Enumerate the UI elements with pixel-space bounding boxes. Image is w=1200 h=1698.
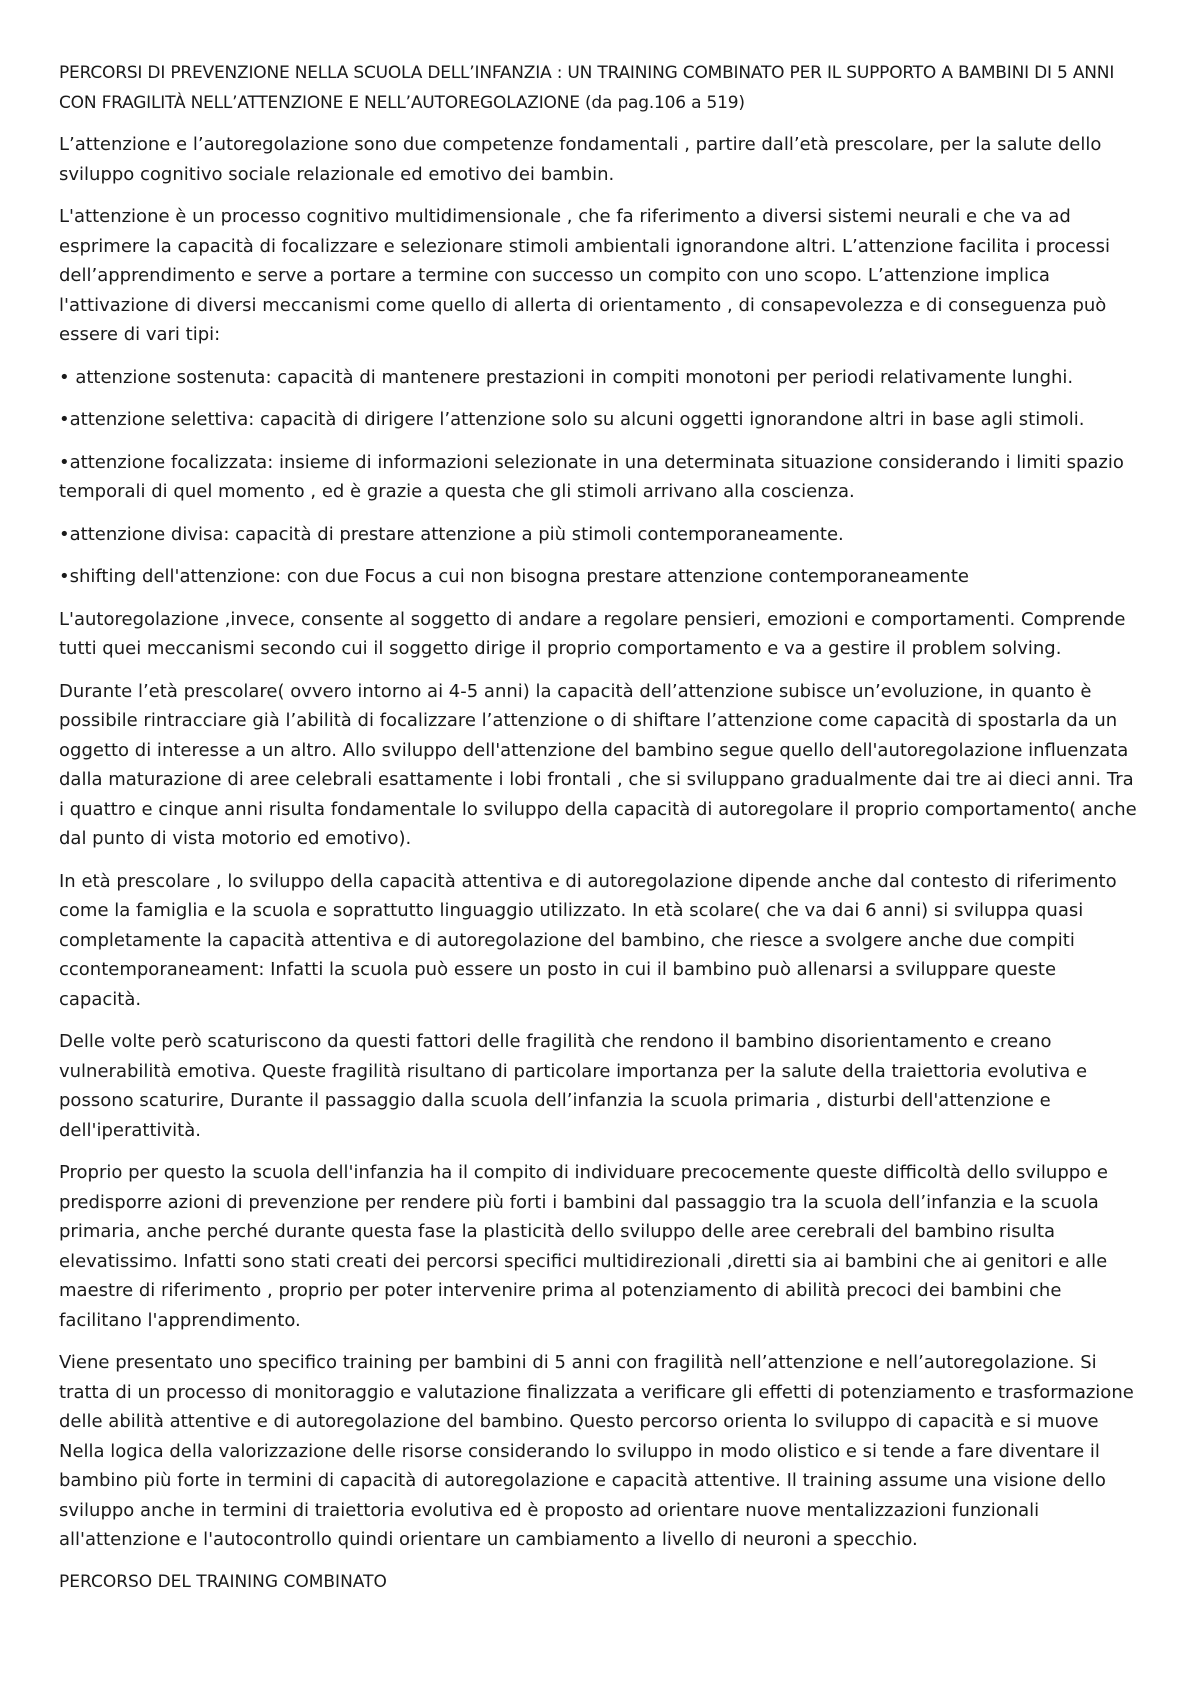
bullet-shifting-attenzione: •shifting dell'attenzione: con due Focus a cui non bisogna prestare attenzione contemporaneamente [59, 566, 969, 587]
paragraph-training: Viene presentato uno specifico training per bambini di 5 anni con fragilità nell’attenzione e nell’autoregolazione. Si tratta di un processo di monitoraggio e valutazione finalizzata a verificare gli effetti di potenziamento e trasformazione delle abilità attentive e di autoregolazione del bambino. Questo percorso orienta lo sviluppo di capacità e si muove Nella logica della valorizzazione delle risorse considerando lo sviluppo in modo olistico e si tende a fare diventare il bambino più forte in termini di capacità di autoregolazione e capacità attentive. Il training assume una visione dello sviluppo anche in termini di traiettoria evolutiva ed è proposto ad orientare nuove mentalizzazioni funzionali all'attenzione e l'autocontrollo quindi orientare un cambiamento a livello di neuroni a specchio. [59, 1352, 1134, 1550]
paragraph-contesto: In età prescolare , lo sviluppo della capacità attentiva e di autoregolazione dipende anche dal contesto di riferimento come la famiglia e la scuola e soprattutto linguaggio utilizzato. In età scolare( che va dai 6 anni) si sviluppa quasi completamente la capacità attentiva e di autoregolazione del bambino, che riesce a svolgere anche due compiti ccontemporaneament: Infatti la scuola può essere un posto in cui il bambino può allenarsi a sviluppare queste capacità. [59, 870, 1117, 1010]
section-heading: PERCORSO DEL TRAINING COMBINATO [59, 1571, 387, 1592]
paragraph-fragilita: Delle volte però scaturiscono da questi fattori delle fragilità che rendono il bambino disorientamento e creano vulnerabilità emotiva. Queste fragilità risultano di particolare importanza per la salute della traiettoria evolutiva e possono scaturire, Durante il passaggio dalla scuola dell’infanzia la scuola primaria , disturbi dell'attenzione e dell'iperattività. [59, 1031, 1088, 1141]
bullet-attenzione-focalizzata: •attenzione focalizzata: insieme di informazioni selezionate in una determinata situazione considerando i limiti spazio temporali di quel momento , ed è grazie a questa che gli stimoli arrivano alla coscienza. [59, 451, 1124, 502]
paragraph-intro-competenze: L’attenzione e l’autoregolazione sono due competenze fondamentali , partire dall’età prescolare, per la salute dello sviluppo cognitivo sociale relazionale ed emotivo dei bambin. [59, 134, 1102, 185]
paragraph-intro-attenzione: L'attenzione è un processo cognitivo multidimensionale , che fa riferimento a diversi sistemi neurali e che va ad esprimere la capacità di focalizzare e selezionare stimoli ambientali ignorandone altri. L’attenzione facilita i processi dell’apprendimento e serve a portare a termine con successo un compito con uno scopo. L’attenzione implica l'attivazione di diversi meccanismi come quello di allerta di orientamento , di consapevolezza e di conseguenza può essere di vari tipi: [59, 206, 1110, 345]
bullet-attenzione-selettiva: •attenzione selettiva: capacità di dirigere l’attenzione solo su alcuni oggetti ignorandone altri in base agli stimoli. [59, 409, 1085, 430]
bullet-attenzione-divisa: •attenzione divisa: capacità di prestare attenzione a più stimoli contemporaneamente. [59, 523, 844, 545]
paragraph-scuola-infanzia: Proprio per questo la scuola dell'infanzia ha il compito di individuare precocemente queste difficoltà dello sviluppo e predisporre azioni di prevenzione per rendere più forti i bambini dal passaggio tra la scuola dell’infanzia e la scuola primaria, anche perché durante questa fase la plasticità dello sviluppo delle aree cerebrali del bambino risulta elevatissimo. Infatti sono stati creati dei percorsi specifici multidirezionali ,diretti sia ai bambini che ai genitori e alle maestre di riferimento , proprio per poter intervenire prima al potenziamento di abilità precoci dei bambini che facilitano l'apprendimento. [59, 1162, 1108, 1331]
paragraph-autoregolazione: L'autoregolazione ,invece, consente al soggetto di andare a regolare pensieri, emozioni e comportamenti. Comprende tutti quei meccanismi secondo cui il soggetto dirige il proprio comportamento e va a gestire il problem solving. [59, 608, 1126, 659]
paragraph-eta-prescolare: Durante l’età prescolare( ovvero intorno ai 4-5 anni) la capacità dell’attenzione subisce un’evoluzione, in quanto è possibile rintracciare già l’abilità di focalizzare l’attenzione o di shiftare l’attenzione come capacità di spostarla da un oggetto di interesse a un altro. Allo sviluppo dell'attenzione del bambino segue quello dell'autoregolazione influenzata dalla maturazione di aree celebrali esattamente i lobi frontali , che si sviluppano gradualmente dai tre ai dieci anni. Tra i quattro e cinque anni risulta fondamentale lo sviluppo della capacità di autoregolare il proprio comportamento( anche dal punto di vista motorio ed emotivo). [59, 680, 1137, 849]
document-title: PERCORSI DI PREVENZIONE NELLA SCUOLA DELL’INFANZIA : UN TRAINING COMBINATO PER IL SUPPORTO A BAMBINI DI 5 ANNI CON FRAGILITÀ NELL’ATTENZIONE E NELL’AUTOREGOLAZIONE (da pag.106 a 519) [59, 63, 1115, 113]
bullet-attenzione-sostenuta: • attenzione sostenuta: capacità di mantenere prestazioni in compiti monotoni per periodi relativamente lunghi. [59, 366, 1074, 388]
